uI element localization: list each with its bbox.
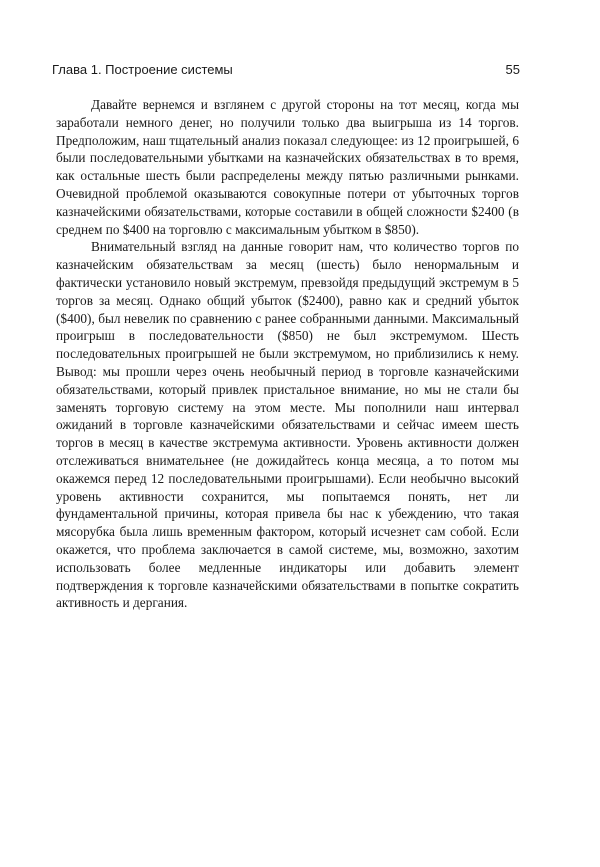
paragraph: Давайте вернемся и взглянем с другой стороны на тот месяц, когда мы заработали немного денег, но получили только два выигрыша из 14 торгов. Предположим, наш тщательный анализ показал следующее: из 12 проигрышей, 6 были последовательными убытками на казначейских обязательствах в то время, как остальные шесть были распределены между пятью различными рынками. Очевидной проблемой оказываются совокупные потери от убыточных торгов казначейскими обязательствами, которые составили в общей сложности $2400 (в среднем по $400 на торговлю с максимальным убытком в $850). [56, 97, 519, 237]
chapter-title: Глава 1. Построение системы [52, 62, 233, 77]
page-header [52, 62, 520, 82]
page-number: 55 [505, 62, 520, 77]
paragraph: Внимательный взгляд на данные говорит нам, что количество торгов по казначейским обязательствам за месяц (шесть) было ненормальным и фактически установило новый экстремум, превзойдя предыдущий экстремум в 5 торгов за месяц. Однако общий убыток ($2400), равно как и средний убыток ($400), был невелик по сравнению с ранее собранными данными. Максимальный проигрыш в последовательности ($850) не был экстремумом. Шесть последовательных проигрышей не были экстремумом, но приблизились к нему. Вывод: мы прошли через очень необычный период в торговле казначейскими обязательствами, который привлек пристальное внимание, но мы не стали бы заменять торговую систему на этом месте. Мы пополнили наш интервал ожиданий в торговле казначейскими обязательствами и сейчас имеем шесть торгов в месяц в качестве экстремума активности. Уровень активности должен отслеживаться внимательнее (не дожидайтесь конца месяца, а то потом мы окажемся перед 12 последовательными проигрышами). Если необычно высокий уровень активности сохранится, мы попытаемся понять, нет ли фундаментальной причины, которая привела бы нас к убеждению, что такая мясорубка была лишь временным фактором, который исчезнет сам собой. Если окажется, что проблема заключается в самой системе, мы, возможно, захотим использовать более медленные индикаторы или добавить элемент подтверждения к торговле казначейскими обязательствами в попытке сократить активность и дергания. [56, 239, 519, 611]
body-text [56, 96, 519, 612]
